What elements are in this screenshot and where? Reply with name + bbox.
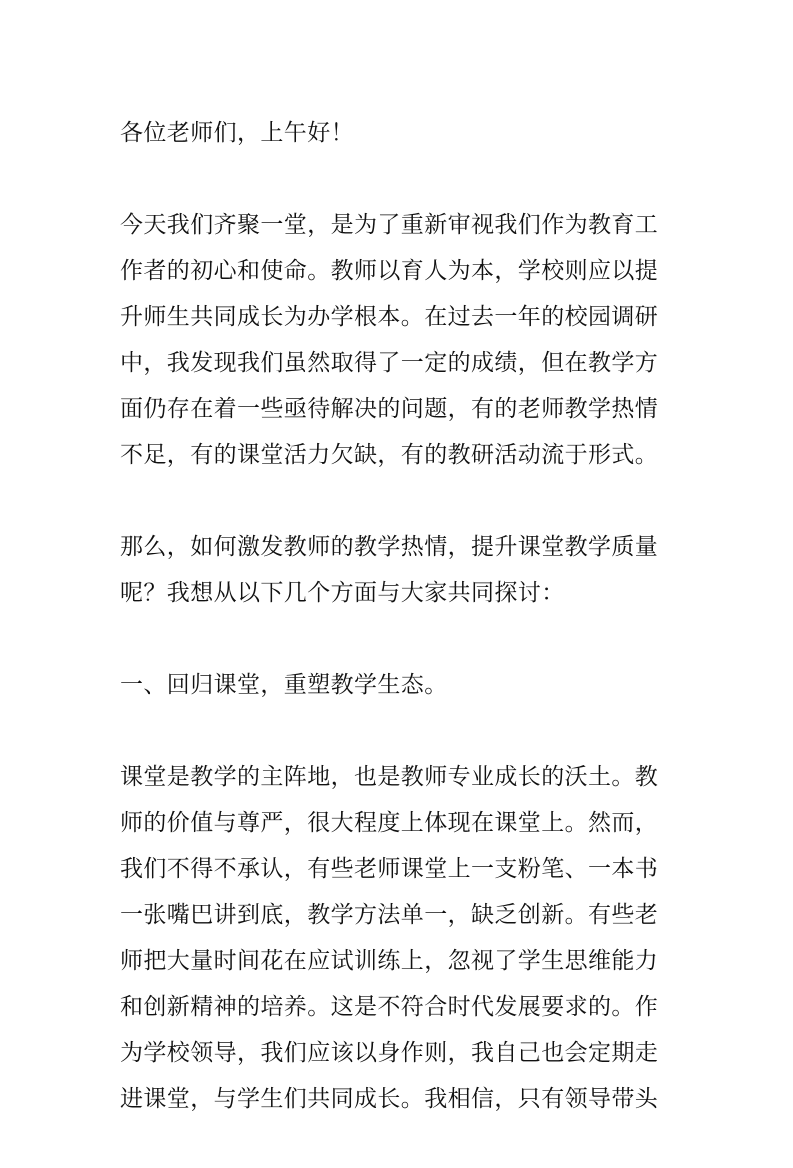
document-page (120, 110, 680, 1168)
text-line: 师的价值与尊严，很大程度上体现在课堂上。然而， (120, 810, 659, 836)
text-line: 作者的初心和使命。教师以育人为本，学校则应以提 (120, 258, 659, 284)
text-line: 课堂是教学的主阵地，也是教师专业成长的沃土。教 (120, 764, 659, 790)
section-heading-1 (120, 662, 680, 708)
text-line: 师把大量时间花在应试训练上，忽视了学生思维能力 (120, 948, 659, 974)
text-line: 升师生共同成长为办学根本。在过去一年的校园调研 (120, 304, 659, 330)
greeting-paragraph (120, 110, 680, 156)
text-line: 进课堂，与学生们共同成长。我相信，只有领导带头 (120, 1086, 659, 1112)
question-paragraph (120, 524, 680, 616)
text-line: 为学校领导，我们应该以身作则，我自己也会定期走 (120, 1040, 659, 1066)
text-line: 那么，如何激发教师的教学热情，提升课堂教学质量 (120, 534, 659, 560)
text-line: 一张嘴巴讲到底，教学方法单一，缺乏创新。有些老 (120, 902, 659, 928)
text-line: 面仍存在着一些亟待解决的问题，有的老师教学热情 (120, 396, 659, 422)
text-line: 今天我们齐聚一堂，是为了重新审视我们作为教育工 (120, 212, 659, 238)
heading-line: 一、回归课堂，重塑教学生态。 (120, 672, 448, 698)
text-line: 我们不得不承认，有些老师课堂上一支粉笔、一本书 (120, 856, 659, 882)
intro-paragraph (120, 202, 680, 478)
text-line: 中，我发现我们虽然取得了一定的成绩，但在教学方 (120, 350, 659, 376)
text-line: 各位老师们，上午好！ (120, 120, 354, 146)
section-body-1 (120, 754, 680, 1122)
text-line: 不足，有的课堂活力欠缺，有的教研活动流于形式。 (120, 442, 659, 468)
text-line: 呢？我想从以下几个方面与大家共同探讨： (120, 580, 565, 606)
text-line: 和创新精神的培养。这是不符合时代发展要求的。作 (120, 994, 659, 1020)
